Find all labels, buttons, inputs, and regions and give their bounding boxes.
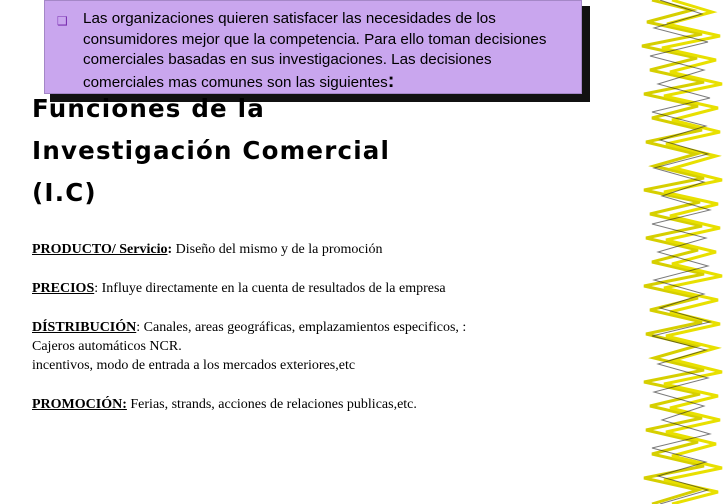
- bullet-icon: ❑: [57, 14, 68, 28]
- zigzag-decoration: [632, 0, 728, 504]
- section-promocion: [32, 395, 472, 414]
- distribucion-text-1: : Canales, areas geográficas, emplazamientos especificos, : Cajeros automáticos NCR.: [32, 320, 467, 354]
- section-distribucion: [32, 318, 472, 375]
- precios-text: Influye directamente en la cuenta de resultados de la empresa: [98, 281, 446, 296]
- section-precios: PRECIOS: Influye directamente en la cuenta de resultados de la empresa: [32, 281, 446, 296]
- distribucion-text-2: incentivos, modo de entrada a los mercados exteriores,etc: [32, 358, 356, 373]
- producto-text: Diseño del mismo y de la promoción: [172, 242, 383, 257]
- title-line-1: Funciones de la: [32, 94, 265, 123]
- content-body: [32, 240, 472, 434]
- title-line-2: Investigación Comercial: [32, 136, 391, 165]
- page-title: [32, 88, 632, 214]
- title-line-3: (I.C): [32, 178, 97, 207]
- producto-label: PRODUCTO/ Servicio: [32, 242, 168, 257]
- callout-text: Las organizaciones quieren satisfacer las necesidades de los consumidores mejor que la competencia. Para ello toman decisiones comerciales basadas en sus investigaciones. Las decisiones comerciales mas comunes son las siguientes:: [83, 10, 547, 92]
- precios-label: PRECIOS: [32, 281, 95, 296]
- callout-box: [44, 0, 582, 94]
- distribucion-label: DÍSTRIBUCIÓN: [32, 320, 137, 335]
- promocion-label: PROMOCIÓN:: [32, 397, 127, 412]
- section-producto: PRODUCTO/ Servicio: Diseño del mismo y de la promoción: [32, 242, 383, 257]
- promocion-text: Ferias, strands, acciones de relaciones publicas,etc.: [126, 397, 417, 412]
